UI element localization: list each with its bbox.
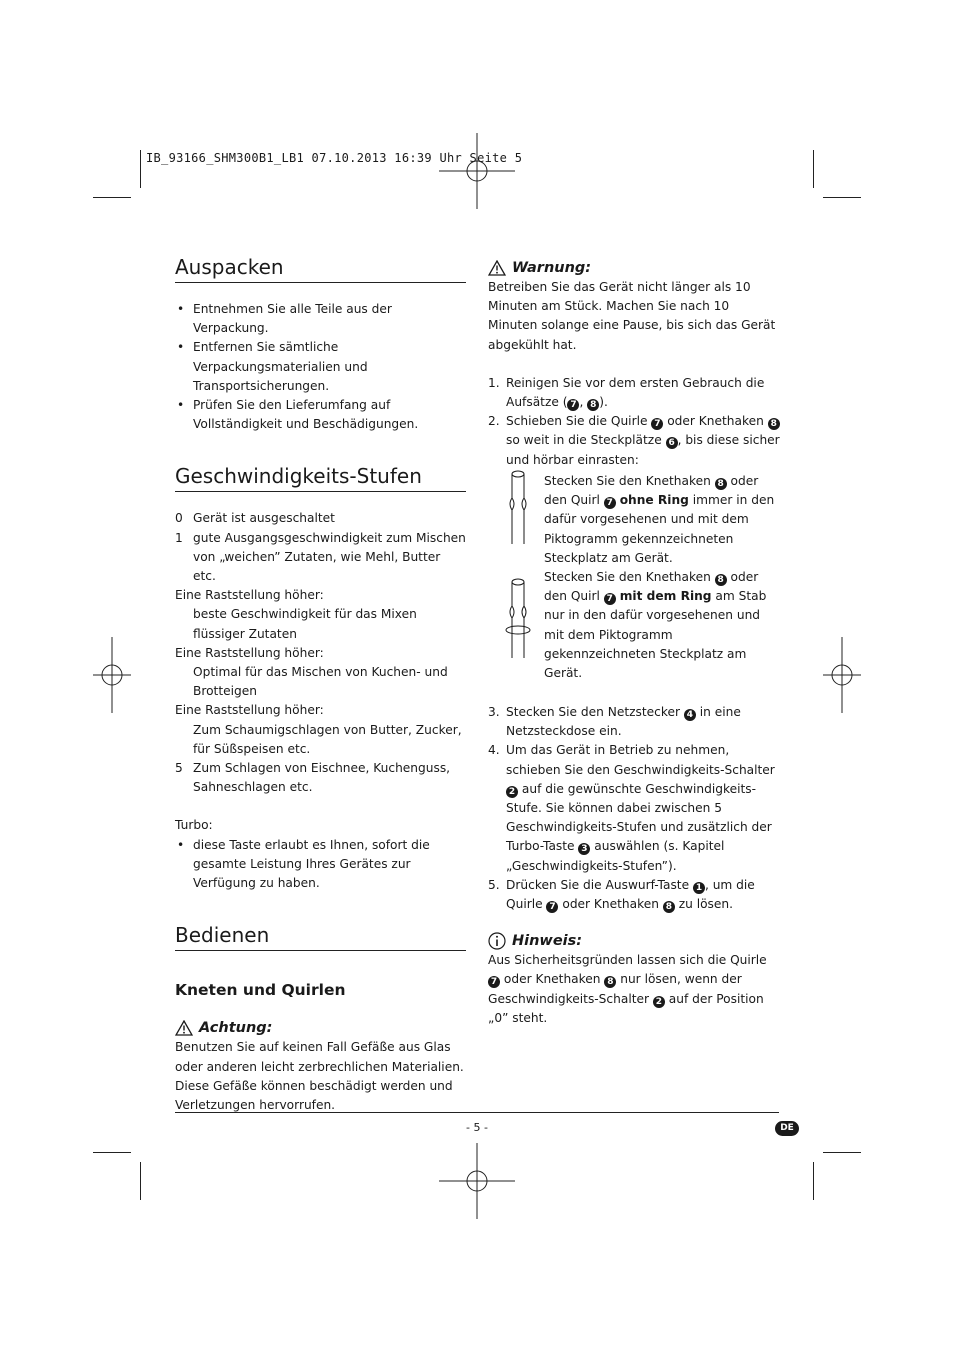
ref-7-icon: 7 <box>546 901 558 913</box>
list-item: 4. Um das Gerät in Betrieb zu nehmen, schieben Sie den Geschwindigkeits-Schalter 2 auf die gewünschte Geschwindigkeits-Stufe. Sie können dabei zwischen 5 Geschwindigkeits-Stufen und zusätzlich der Turbo-Taste 3 auswählen (s. Kapitel „Geschwindigkeits-Stufen”). <box>488 743 775 873</box>
print-slug: IB_93166_SHM300B1_LB1 07.10.2013 16:39 Uhr Seite 5 <box>146 151 523 165</box>
beater-without-ring-icon <box>505 468 533 548</box>
list-item: 3. Stecken Sie den Netzstecker 4 in eine Netzsteckdose ein. <box>488 705 741 739</box>
ref-7-icon: 7 <box>651 418 663 430</box>
ref-7-icon: 7 <box>567 399 579 411</box>
warnung-heading: Warnung: <box>488 258 780 278</box>
list-heading: Eine Raststellung höher: <box>175 703 324 718</box>
list-item: 5. Drücken Sie die Auswurf-Taste 1 , um die Quirle 7 oder Knethaken 8 zu lösen. <box>488 877 755 913</box>
list-item: • Entnehmen Sie alle Teile aus der Verpackung. <box>175 300 466 338</box>
list-heading: Eine Raststellung höher: <box>175 588 324 603</box>
page-number: - 5 - <box>466 1121 488 1134</box>
left-column <box>175 254 466 1115</box>
list-item: • Prüfen Sie den Lieferumfang auf Vollständigkeit und Beschädigungen. <box>175 396 466 434</box>
ref-7-icon: 7 <box>604 593 616 605</box>
ref-8-icon: 8 <box>715 478 727 490</box>
ref-2-icon: 2 <box>653 996 665 1008</box>
right-column <box>488 258 780 470</box>
ref-3-icon: 3 <box>578 843 590 855</box>
figure2-text: Stecken Sie den Knethaken 8 oder den Quirl 7 mit dem Ring am Stab nur in den dafür vorgesehenen und mit dem Piktogramm gekennzeichneten Steckplatz am Gerät. <box>544 570 767 681</box>
ref-1-icon: 1 <box>693 882 705 894</box>
hinweis-heading: Hinweis: <box>488 931 780 951</box>
hinweis-text: Aus Sicherheitsgründen lassen sich die Quirle 7 oder Knethaken 8 nur lösen, wenn der Geschwindigkeits-Schalter 2 auf der Position „0” steht. <box>488 953 767 1025</box>
ref-7-icon: 7 <box>488 976 500 988</box>
turbo-label: Turbo: <box>175 818 213 833</box>
beater-with-ring-icon <box>503 576 535 660</box>
warning-icon <box>488 260 506 276</box>
info-icon <box>488 932 506 950</box>
achtung-text: Benutzen Sie auf keinen Fall Gefäße aus Glas oder anderen leicht zerbrechlichen Materialien. Diese Gefäße können beschädigt werden und Verletzungen hervorrufen. <box>175 1040 464 1113</box>
list-item: 1. Reinigen Sie vor dem ersten Gebrauch die Aufsätze ( 7 , 8 ). <box>488 375 765 411</box>
ref-2-icon: 2 <box>506 786 518 798</box>
warning-icon <box>175 1020 193 1036</box>
turbo-list <box>175 836 466 894</box>
right-column-lower <box>488 703 780 1028</box>
stufen-title: Geschwindigkeits-Stufen <box>175 463 466 492</box>
ref-8-icon: 8 <box>587 399 599 411</box>
list-item: Zum Schaumigschlagen von Butter, Zucker, für Süßspeisen etc. <box>193 722 462 756</box>
list-item: • Entfernen Sie sämtliche Verpackungsmaterialien und Transportsicherungen. <box>175 338 466 396</box>
ref-8-icon: 8 <box>715 574 727 586</box>
kneten-subtitle: Kneten und Quirlen <box>175 981 346 1000</box>
ref-6-icon: 6 <box>666 437 678 449</box>
warnung-text: Betreiben Sie das Gerät nicht länger als 10 Minuten am Stück. Machen Sie nach 10 Minuten solange eine Pause, bis sich das Gerät abgekühlt hat. <box>488 280 776 352</box>
list-heading: Eine Raststellung höher: <box>175 645 324 660</box>
list-item: 5 Zum Schlagen von Eischnee, Kuchenguss, Sahneschlagen etc. <box>175 761 451 795</box>
list-item: beste Geschwindigkeit für das Mixen flüssiger Zutaten <box>193 607 417 641</box>
auspacken-title: Auspacken <box>175 254 466 283</box>
ref-8-icon: 8 <box>604 976 616 988</box>
footer-rule <box>175 1112 779 1113</box>
list-item: 2. Schieben Sie die Quirle 7 oder Knethaken 8 so weit in die Steckplätze 6 , bis diese sicher und hörbar einrasten: <box>488 414 780 467</box>
auspacken-list <box>175 300 466 434</box>
list-item: • diese Taste erlaubt es Ihnen, sofort die gesamte Leistung Ihres Gerätes zur Verfügung zu haben. <box>175 836 466 894</box>
ref-4-icon: 4 <box>684 709 696 721</box>
stufen-list <box>175 509 466 893</box>
bedienen-title: Bedienen <box>175 922 466 951</box>
list-item: 1 gute Ausgangsgeschwindigkeit zum Mischen von „weichen” Zutaten, wie Mehl, Butter etc. <box>175 530 466 584</box>
ref-8-icon: 8 <box>768 418 780 430</box>
figure1-text: Stecken Sie den Knethaken 8 oder den Quirl 7 ohne Ring immer in den dafür vorgesehenen und mit dem Piktogramm gekennzeichneten Steckplatz am Gerät. <box>544 474 775 565</box>
ref-7-icon: 7 <box>604 497 616 509</box>
list-item: 0 Gerät ist ausgeschaltet <box>175 511 335 526</box>
list-item: Optimal für das Mischen von Kuchen- und Brotteigen <box>193 665 448 699</box>
ref-8-icon: 8 <box>663 901 675 913</box>
achtung-heading: Achtung: <box>175 1018 466 1038</box>
language-badge: DE <box>775 1121 799 1136</box>
steps-list <box>488 374 780 470</box>
